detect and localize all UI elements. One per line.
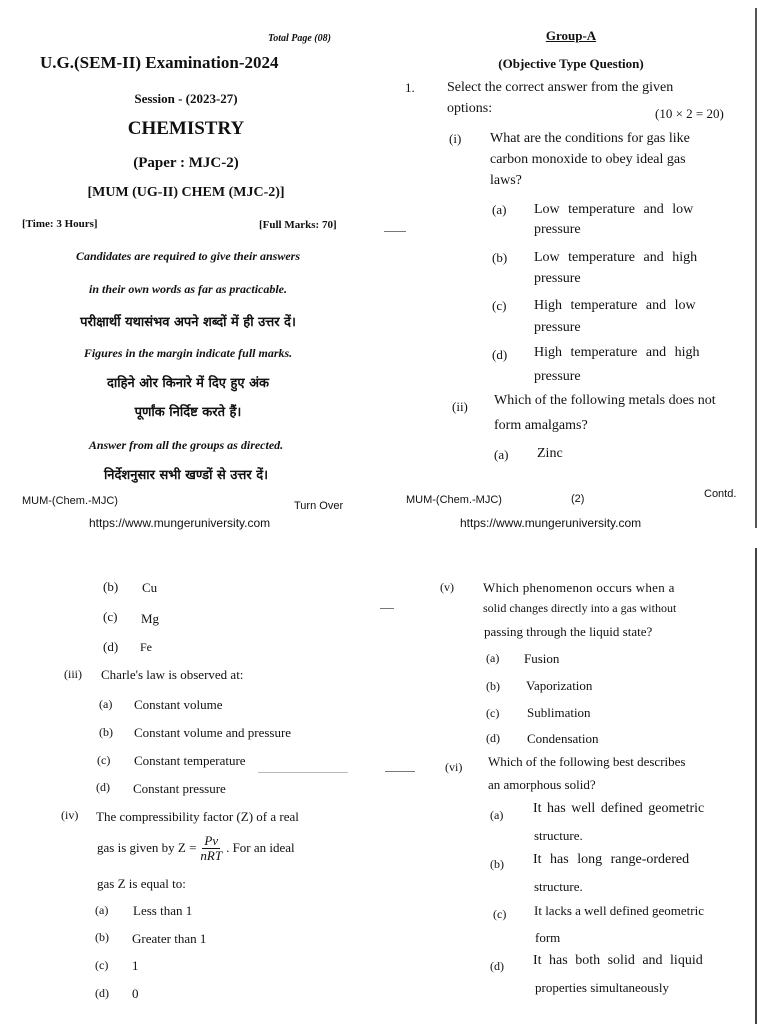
option-text: It has both solid and liquid [533,953,703,968]
page-number: (2) [571,493,585,505]
option-text: High temperature and low [534,298,696,313]
option-text: Constant pressure [133,781,226,796]
option-label: (b) [490,857,504,871]
subject-title: CHEMISTRY [127,118,245,139]
subquestion-number: (iv) [61,808,79,822]
instruction-line: in their own words as far as practicable. [88,282,288,296]
page-edge-bottom-right [755,548,757,1024]
option-label: (d) [96,780,110,794]
subquestion-text: carbon monoxide to obey ideal gas [490,152,686,167]
instruction-line: Candidates are required to give their answers [75,249,301,263]
subquestion-text: The compressibility factor (Z) of a real [96,809,299,824]
option-text: Zinc [537,446,563,461]
group-heading: Group-A [545,28,597,43]
footer-url[interactable]: https://www.mungeruniversity.com [460,516,642,530]
turn-over: Turn Over [294,500,344,512]
subquestion-number: (vi) [445,760,463,774]
subquestion-number: (v) [440,580,454,594]
footer-code: MUM-(Chem.-MJC) [406,494,502,506]
option-text: 0 [132,986,139,1001]
subquestion-text: solid changes directly into a gas without [483,601,677,615]
option-text: form [535,930,561,945]
instruction-line: Answer from all the groups as directed. [88,438,284,452]
course-code: [MUM (UG-II) CHEM (MJC-2)] [87,185,285,200]
option-text: structure. [534,879,583,894]
subquestion-text: Which of the following metals does not [494,393,716,408]
option-label: (d) [490,959,504,973]
instruction-line-hindi: निर्देशनुसार सभी खण्डों से उत्तर दें। [103,468,269,483]
subquestion-text: form amalgams? [494,418,588,433]
option-text: Less than 1 [133,903,193,918]
time-allowed: [Time: 3 Hours] [22,218,98,230]
option-text: It lacks a well defined geometric [534,903,705,918]
subquestion-text: gas Z is equal to: [97,876,186,891]
margin-dash [384,231,406,232]
subquestion-number: (iii) [64,667,82,681]
option-text: Vaporization [526,678,593,693]
formula-prefix: gas is given by Z = [97,840,197,856]
exam-title: U.G.(SEM-II) Examination-2024 [40,53,279,72]
group-subtitle: (Objective Type Question) [498,56,644,71]
question-text: Select the correct answer from the given [447,80,674,95]
margin-dash [380,608,394,609]
question-text: options: [447,101,493,116]
continued-label: Contd. [704,488,737,500]
margin-dash [385,771,415,772]
subquestion-text: What are the conditions for gas like [490,131,690,146]
option-text: pressure [534,320,581,335]
option-label: (c) [486,706,500,720]
subquestion-text: Which phenomenon occurs when a [483,580,675,595]
fraction-numerator: Pv [204,833,219,848]
option-label: (b) [486,679,500,693]
option-text: Fusion [524,651,560,666]
option-label: (b) [99,725,113,739]
option-text: It has well defined geometric [533,801,705,816]
option-text: Greater than 1 [132,931,207,946]
page-edge-right [755,8,757,528]
option-label: (a) [95,903,109,917]
option-text: High temperature and high [534,345,700,360]
subquestion-text: Charle's law is observed at: [101,667,244,682]
option-label: (c) [95,958,109,972]
option-text: It has long range-ordered [533,852,690,867]
option-text: pressure [534,222,581,237]
option-text: Low temperature and high [534,250,698,265]
question-number: 1. [405,80,415,95]
option-label: (a) [490,808,504,822]
option-text: Constant temperature [134,753,246,768]
option-text: structure. [534,828,583,843]
instruction-line: Figures in the margin indicate full marks. [83,346,293,360]
option-label: (d) [486,731,500,745]
option-label: (d) [492,347,508,362]
option-text: Sublimation [527,705,591,720]
footer-url[interactable]: https://www.mungeruniversity.com [89,516,271,530]
formula-suffix: . For an ideal [226,840,295,856]
subquestion-text: Which of the following best describes [488,754,686,769]
option-text: Condensation [527,731,599,746]
option-label: (a) [492,202,507,217]
option-text: pressure [534,369,581,384]
option-label: (c) [103,609,118,624]
option-label: (d) [103,639,119,654]
option-label: (a) [494,447,509,462]
option-label: (c) [97,753,111,767]
session: Session - (2023-27) [134,91,238,106]
option-text: Constant volume and pressure [134,725,292,740]
option-text: Constant volume [134,697,223,712]
compressibility-fraction [198,834,224,862]
option-label: (a) [486,651,500,665]
subquestion-text: laws? [490,173,522,188]
subquestion-number: (ii) [452,399,468,414]
footer-code: MUM-(Chem.-MJC) [22,495,118,507]
subquestion-number: (i) [449,131,462,146]
instruction-line-hindi: परीक्षार्थी यथासंभव अपने शब्दों में ही उत्तर दें। [80,315,296,330]
marks-allotted: (10 × 2 = 20) [655,106,724,121]
fraction-denominator: nRT [200,847,223,863]
subquestion-text: an amorphous solid? [488,777,596,792]
option-text: Fe [140,640,152,654]
option-label: (a) [99,697,113,711]
total-page: Total Page (08) [268,33,331,44]
subquestion-text: passing through the liquid state? [484,624,653,639]
instruction-line-hindi: पूर्णांक निर्दिष्ट करते हैं। [134,405,242,420]
option-label: (b) [492,250,508,265]
option-label: (d) [95,986,109,1000]
option-text: 1 [132,958,139,973]
option-label: (c) [492,298,507,313]
option-text: Low temperature and low [534,202,694,217]
instruction-line-hindi: दाहिने ओर किनारे में दिए हुए अंक [106,376,270,391]
margin-dash [258,772,348,773]
option-text: properties simultaneously [535,980,669,995]
option-label: (b) [103,579,119,594]
option-text: Mg [141,611,160,626]
full-marks: [Full Marks: 70] [259,219,337,231]
paper-code: (Paper : MJC-2) [133,155,239,171]
option-label: (b) [95,930,109,944]
option-text: Cu [142,580,158,595]
option-text: pressure [534,271,581,286]
option-label: (c) [493,907,507,921]
subquestion-text-formula [97,834,295,862]
